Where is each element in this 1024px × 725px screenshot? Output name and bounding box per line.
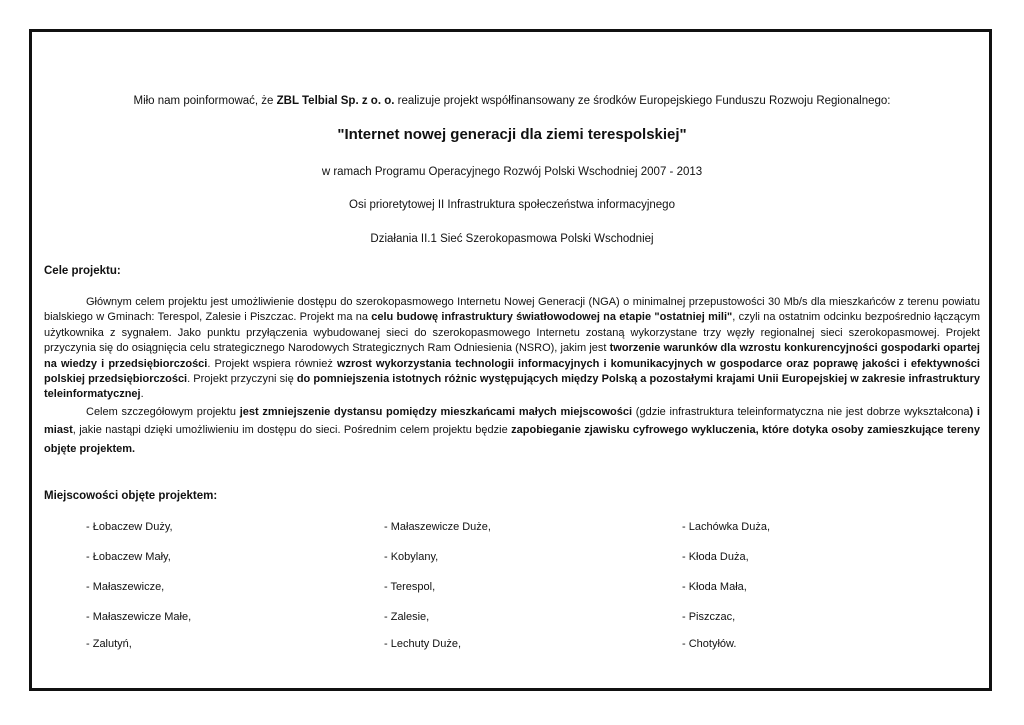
- text-run: jest zmniejszenie dystansu pomiędzy mieszkańcami małych miejscowości: [239, 405, 633, 418]
- place-item: - Zalesie,: [384, 611, 430, 623]
- intro-text: Miło nam poinformować, że: [133, 95, 277, 107]
- goals-heading: Cele projektu:: [44, 265, 121, 277]
- text-run: Celem szczegółowym projektu: [86, 405, 240, 418]
- action-line: Działania II.1 Sieć Szerokopasmowa Polski Wschodniej: [370, 233, 654, 245]
- text-run: zapobieganie zjawisku cyfrowego wykluczenia, które dotyka osoby zamieszkujące tereny objęte projektem.: [44, 424, 980, 455]
- goals-paragraph-2: [44, 403, 980, 459]
- text-run: Głównym celem projektu jest umożliwienie dostępu do szerokopasmowego Internetu Nowej Generacji (NGA) o minimalnej przepustowości 30 Mb/s dla mieszkańców z terenu powiatu bialskiego w Gminach: Terespol, Zalesie i Piszczac. Projekt ma na: [44, 296, 980, 324]
- place-item: - Kłoda Duża,: [682, 551, 749, 563]
- place-item: - Piszczac,: [682, 611, 736, 623]
- place-item: - Kłoda Mała,: [682, 581, 747, 593]
- intro-text-end: realizuje projekt współfinansowany ze środków Europejskiego Funduszu Rozwoju Regionalnego:: [394, 95, 891, 107]
- place-item: - Lechuty Duże,: [384, 638, 462, 650]
- place-item: - Chotyłów.: [682, 638, 737, 650]
- place-item: - Kobylany,: [384, 551, 439, 563]
- text-run: .: [140, 388, 144, 401]
- place-item: - Łobaczew Mały,: [86, 551, 171, 563]
- goals-paragraph-1: [44, 295, 980, 403]
- text-run: wzrost wykorzystania technologii informacyjnych i komunikacyjnych w gospodarce oraz poprawę jakości i efektywności polskiej przedsiębiorczości: [44, 357, 980, 386]
- goals-body: [44, 295, 980, 458]
- place-item: - Małaszewicze Duże,: [384, 521, 491, 533]
- project-title: "Internet nowej generacji dla ziemi terespolskiej": [337, 126, 687, 143]
- text-run: . Projekt wspiera również: [207, 357, 337, 370]
- place-item: - Lachówka Duża,: [682, 521, 771, 533]
- text-run: . Projekt przyczyni się: [187, 373, 297, 386]
- place-item: - Małaszewicze,: [86, 581, 165, 593]
- text-run: celu budowę infrastruktury światłowodowej na etapie "ostatniej mili": [371, 311, 733, 324]
- text-run: tworzenie warunków dla wzrostu konkurencyjności gospodarki opartej na wiedzy i przedsiębiorczości: [44, 342, 980, 370]
- place-item: - Łobaczew Duży,: [86, 521, 173, 533]
- text-run: ) i miast: [44, 405, 980, 437]
- place-item: - Zalutyń,: [86, 638, 132, 650]
- place-item: - Małaszewicze Małe,: [86, 611, 192, 623]
- places-heading: Miejscowości objęte projektem:: [44, 490, 218, 502]
- program-line: w ramach Programu Operacyjnego Rozwój Polski Wschodniej 2007 - 2013: [321, 166, 703, 178]
- text-run: , jakie nastąpi dzięki umożliwieniu im dostępu do sieci. Pośrednim celem projektu będzie: [72, 424, 512, 437]
- text-run: do pomniejszenia istotnych różnic występujących między Polską a pozostałymi krajami Unii Europejskiej w zakresie infrastruktury teleinformatycznej: [44, 373, 980, 401]
- place-item: - Terespol,: [384, 581, 436, 593]
- intro-line: [32, 95, 992, 107]
- text-run: , czyli na ostatnim odcinku bezpośrednio łączącym użytkownika z sygnałem. Jako punktu przyłączenia wybudowanej sieci do szerokopasmowego Internetu zostaną wykorzystane trzy węzły regionalnej sieci szerokopasmowej. Projekt przyczynia się do osiągnięcia celu strategicznego Narodowych Strategicznych Ram Odniesienia (NSRO), jakim jest: [44, 311, 980, 355]
- text-run: (gdzie infrastruktura teleinformatyczna nie jest dobrze wykształcona: [632, 405, 970, 418]
- axis-line: Osi prioretytowej II Infrastruktura społeczeństwa informacyjnego: [349, 199, 675, 211]
- company-name: ZBL Telbial Sp. z o. o.: [276, 95, 395, 107]
